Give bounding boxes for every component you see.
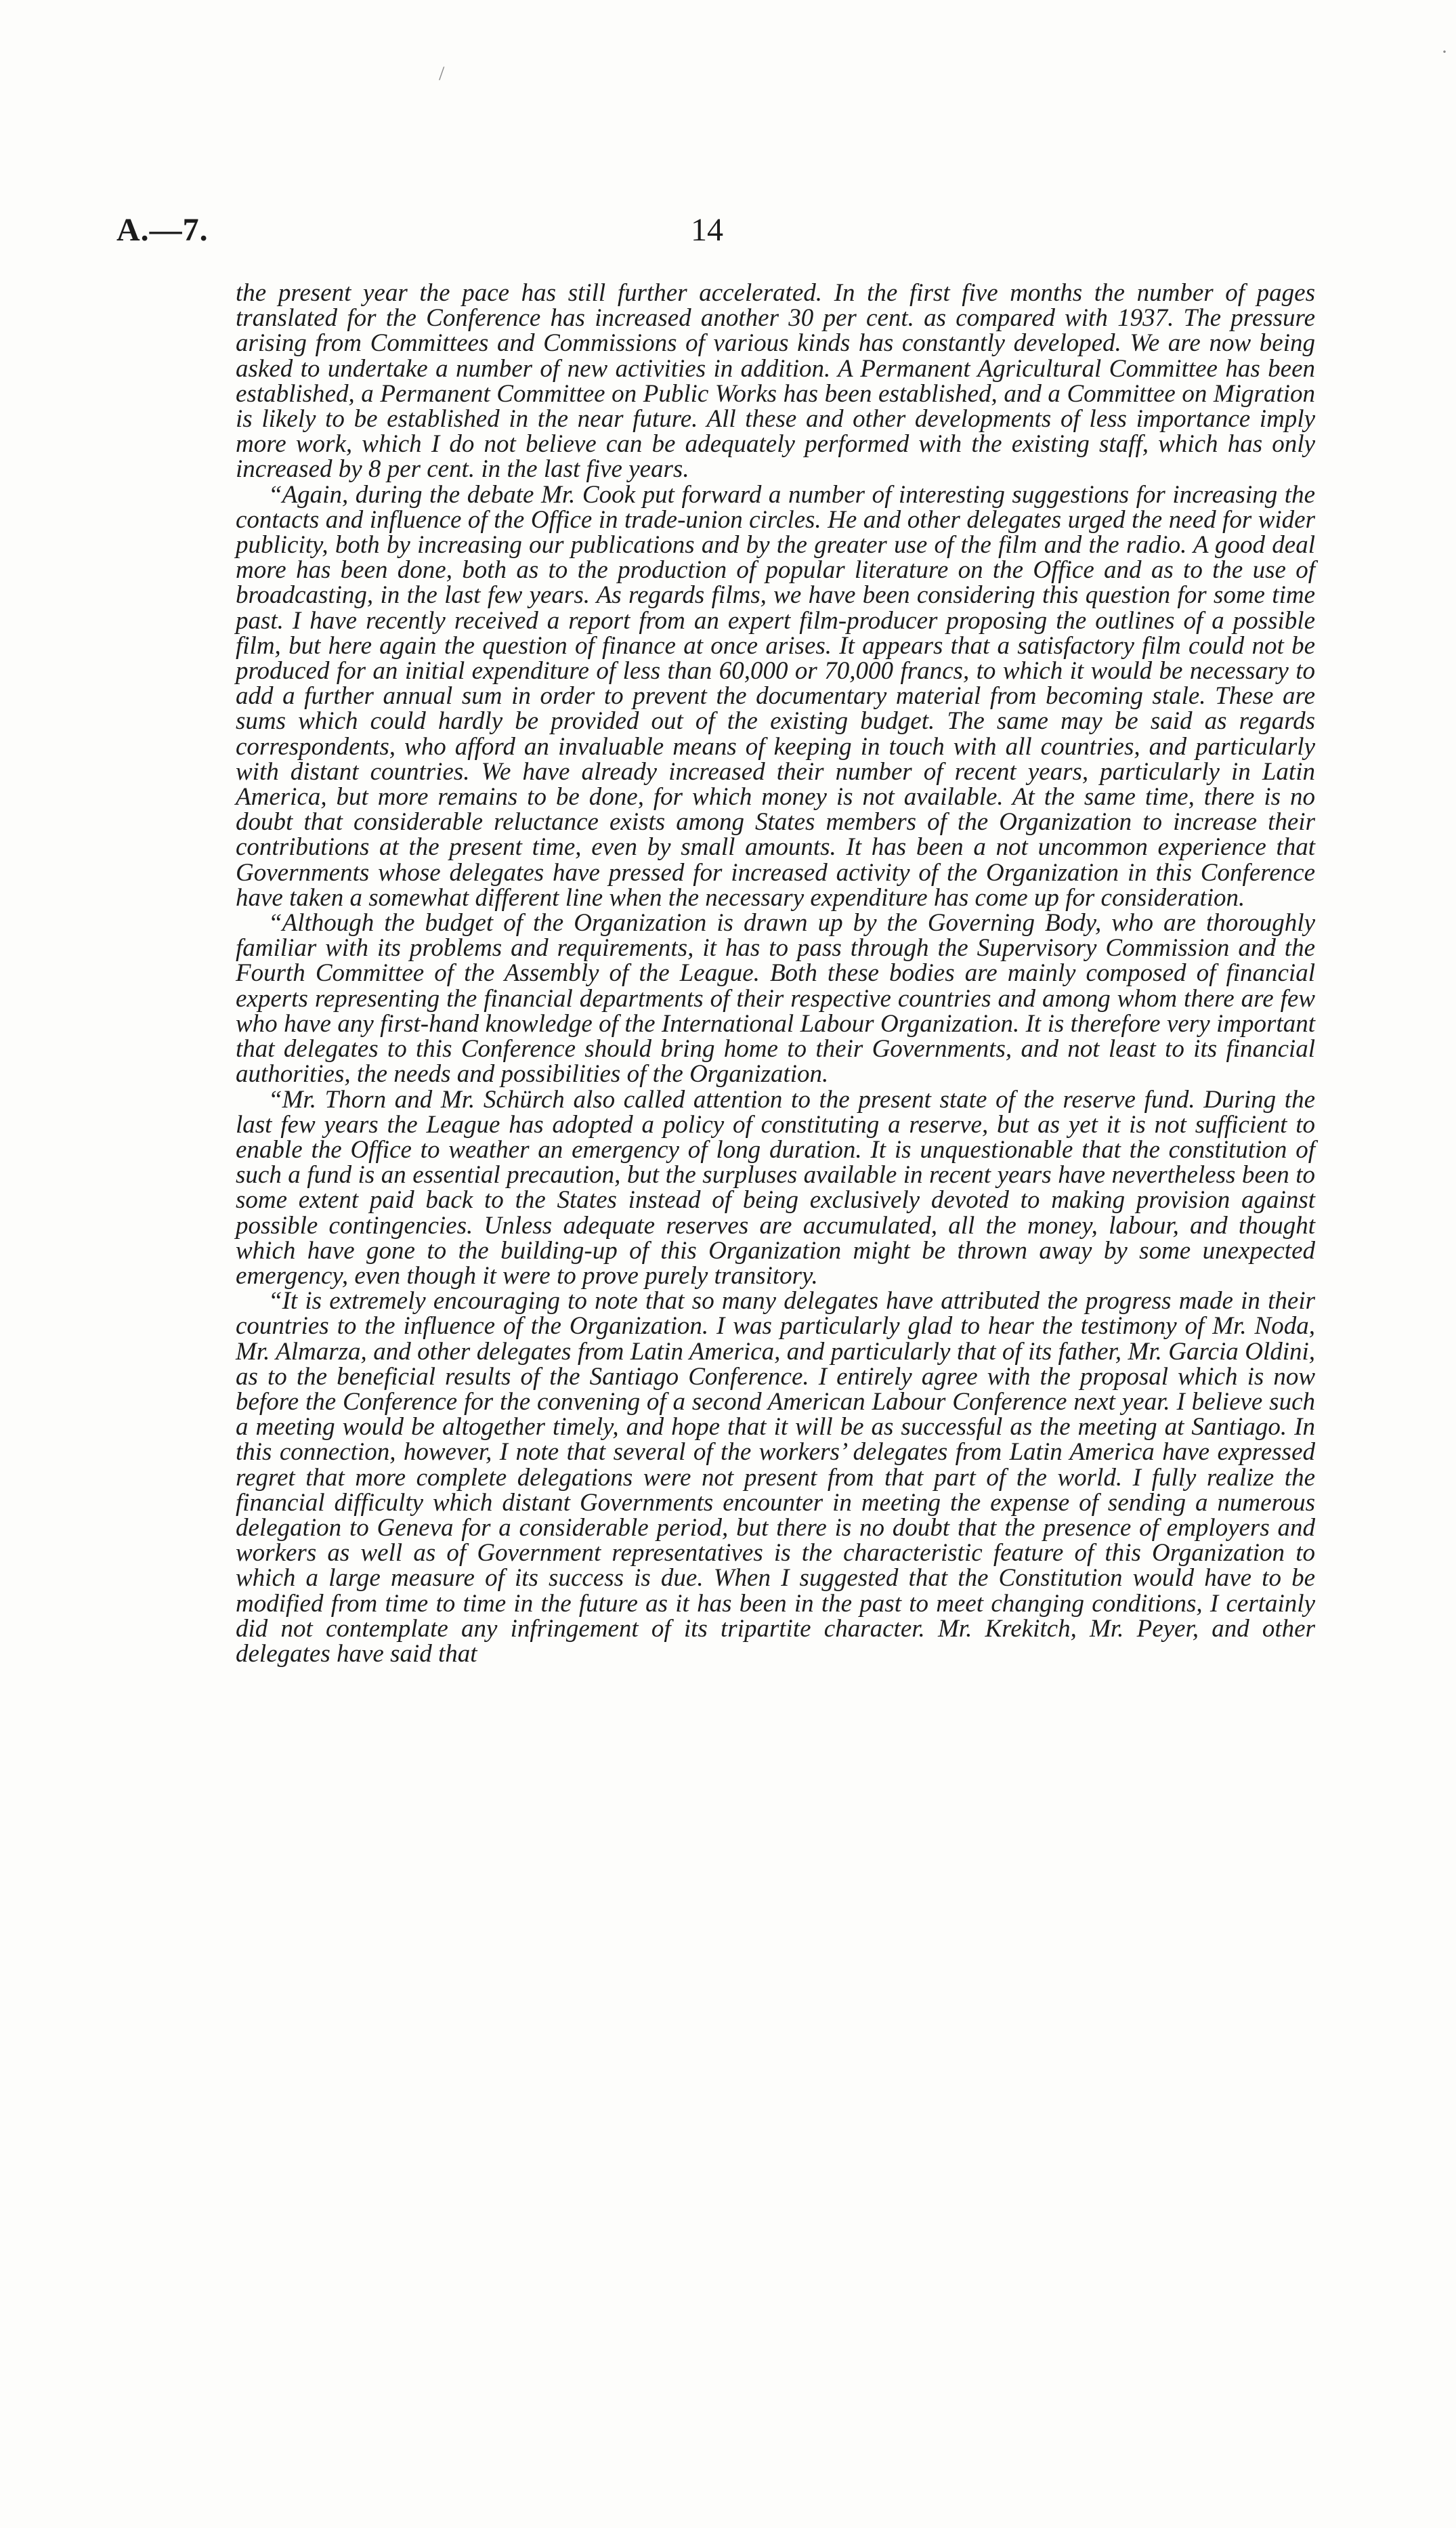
- document-reference: A.—7.: [116, 212, 209, 248]
- paragraph-4: “Mr. Thorn and Mr. Schürch also called attention to the present state of the reserve fund. During the last few years the League has adopted a policy of constituting a reserve, but as yet it is not sufficient to enable the Office to weather an emergency of long duration. It is unquestionable that the constitution of such a fund is an essential precaution, but the surpluses available in recent years have nevertheless been to some extent paid back to the States instead of being exclusively devoted to making provision against possible contingencies. Unless adequate reserves are accumulated, all the money, labour, and thought which have gone to the building-up of this Organization might be thrown away by some unexpected emergency, even though it were to prove purely transitory.: [236, 1085, 1315, 1290]
- paragraph-5: “It is extremely encouraging to note that so many delegates have attributed the progress made in their countries to the influence of the Organization. I was particularly glad to hear the testimony of Mr. Noda, Mr. Almarza, and other delegates from Latin America, and particularly that of its father, Mr. Garcia Oldini, as to the beneficial results of the Santiago Conference. I entirely agree with the proposal which is now before the Conference for the convening of a second American Labour Conference next year. I believe such a meeting would be altogether timely, and hope that it will be as successful as the meeting at Santiago. In this connection, however, I note that several of the workers’ delegates from Latin America have expressed regret that more complete delegations were not present from that part of the world. I fully realize the financial difficulty which distant Governments encounter in meeting the expense of sending a numerous delegation to Geneva for a considerable period, but there is no doubt that the presence of employers and workers as well as of Government representatives is the characteristic feature of this Organization to which a large measure of its success is due. When I suggested that the Constitution would have to be modified from time to time in the future as it has been in the past to meet changing conditions, I certainly did not contemplate any infringement of its tripartite character. Mr. Krekitch, Mr. Peyer, and other delegates have said that: [236, 1287, 1315, 1668]
- paragraph-1: the present year the pace has still further accelerated. In the first five months the number of pages translated for the Conference has increased another 30 per cent. as compared with 1937. The pressure arising from Committees and Commissions of various kinds has constantly developed. We are now being asked to undertake a number of new activities in addition. A Permanent Agricultural Committee has been established, a Permanent Committee on Public Works has been established, and a Committee on Migration is likely to be established in the near future. All these and other developments of less importance imply more work, which I do not believe can be adequately performed with the existing staff, which has only increased by 8 per cent. in the last five years.: [236, 279, 1315, 484]
- page-number: 14: [691, 212, 723, 248]
- paragraph-2: “Again, during the debate Mr. Cook put forward a number of interesting suggestions for increasing the contacts and influence of the Office in trade-union circles. He and other delegates urged the need for wider publicity, both by increasing our publications and by the greater use of the film and the radio. A good deal more has been done, both as to the production of popular literature on the Office and as to the use of broadcasting, in the last few years. As regards films, we have been considering this question for some time past. I have recently received a report from an expert film-producer proposing the outlines of a possible film, but here again the question of finance at once arises. It appears that a satisfactory film could not be produced for an initial expenditure of less than 60,000 or 70,000 francs, to which it would be necessary to add a further annual sum in order to prevent the documentary material from becoming stale. These are sums which could hardly be provided out of the existing budget. The same may be said as regards correspondents, who afford an invaluable means of keeping in touch with all countries, and particularly with distant countries. We have already increased their number of recent years, particularly in Latin America, but more remains to be done, for which money is not available. At the same time, there is no doubt that considerable reluctance exists among States members of the Organization to increase their contributions at the present time, even by small amounts. It has been a not uncommon experience that Governments whose delegates have pressed for increased activity of the Organization in this Conference have taken a somewhat different line when the necessary expenditure has come up for consideration.: [236, 480, 1315, 912]
- body-text: [236, 280, 1315, 1666]
- page-header: [0, 211, 1456, 266]
- margin-mark-top: /: [439, 62, 445, 85]
- margin-mark-corner: ·: [1441, 41, 1448, 63]
- paragraph-3: “Although the budget of the Organization is drawn up by the Governing Body, who are thoroughly familiar with its problems and requirements, it has to pass through the Supervisory Commission and the Fourth Committee of the Assembly of the League. Both these bodies are mainly composed of financial experts representing the financial departments of their respective countries and among whom there are few who have any first-hand knowledge of the International Labour Organization. It is therefore very important that delegates to this Conference should bring home to their Governments, and not least to its financial authorities, the needs and possibilities of the Organization.: [236, 909, 1315, 1089]
